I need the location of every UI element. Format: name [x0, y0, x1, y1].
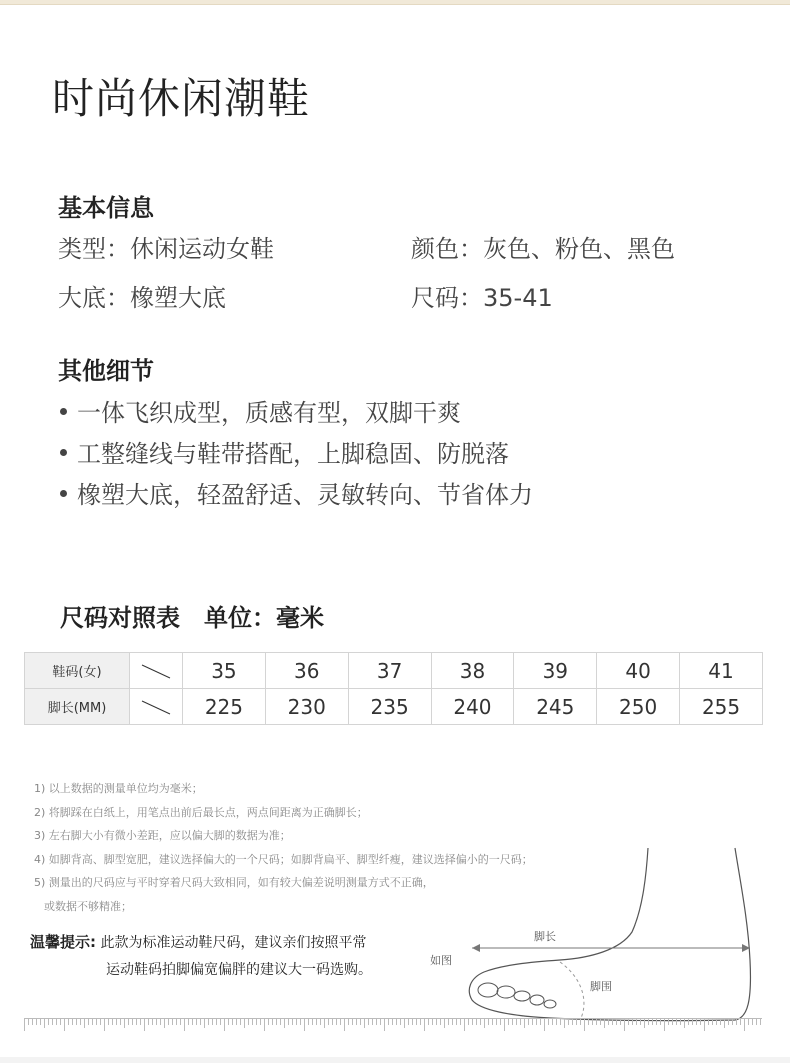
note-line: 4) 如脚背高、脚型宽肥，建议选择偏大的一个尺码；如脚背扁平、脚型纤瘦，建议选择偏小的一尺码；	[34, 852, 533, 866]
detail-text: 橡塑大底，轻盈舒适、灵敏转向、节省体力	[77, 481, 533, 509]
note-line: 5) 测量出的尺码应与平时穿着尺码大致相同，如有较大偏差说明测量方式不正确，	[34, 876, 434, 889]
bullet-dot	[60, 490, 67, 497]
note-line: 2) 将脚踩在白纸上，用笔点出前后最长点，两点间距离为正确脚长；	[34, 805, 368, 819]
toe-shape	[478, 983, 498, 997]
size-cell: 40	[597, 653, 680, 689]
size-cell: 39	[514, 653, 597, 689]
foot-diagram	[410, 840, 770, 1025]
row-label-size: 鞋码(女)	[25, 653, 130, 689]
info-size: 尺码：35-41	[411, 284, 553, 312]
info-color: 颜色：灰色、粉色、黑色	[411, 235, 675, 263]
detail-text: 工整缝线与鞋带搭配，上脚稳固、防脱落	[77, 440, 509, 468]
foot-outline	[469, 848, 750, 1021]
slash-cell	[130, 689, 183, 725]
foot-girth-label: 脚围	[590, 980, 612, 993]
info-sole: 大底：橡塑大底	[58, 284, 226, 312]
toe-shape	[514, 991, 530, 1001]
length-cell: 255	[680, 689, 763, 725]
toe-shape	[497, 986, 515, 998]
detail-item	[60, 475, 533, 510]
detail-text: 一体飞织成型，质感有型，双脚干爽	[77, 399, 461, 427]
toe-shape	[530, 995, 544, 1005]
table-row-lengths	[25, 689, 763, 725]
detail-item	[60, 434, 509, 469]
basic-info-heading: 基本信息	[58, 194, 154, 222]
toe-shape	[544, 1000, 556, 1008]
foot-length-label: 脚长	[534, 930, 556, 943]
size-table	[24, 652, 763, 725]
tip-line2: 运动鞋码拍脚偏宽偏胖的建议大一码选购。	[106, 962, 372, 978]
details-heading: 其他细节	[58, 357, 154, 385]
row-label-length: 脚长(MM)	[25, 689, 130, 725]
top-border	[0, 0, 790, 5]
note-line: 或数据不够精准；	[44, 899, 132, 913]
size-table-heading	[60, 598, 324, 633]
size-cell: 36	[265, 653, 348, 689]
size-table-unit: 单位：毫米	[204, 604, 324, 632]
length-cell: 240	[431, 689, 514, 725]
length-cell: 225	[183, 689, 266, 725]
tip-label: 温馨提示:	[30, 933, 96, 951]
info-type: 类型：休闲运动女鞋	[58, 235, 274, 263]
table-row-sizes	[25, 653, 763, 689]
note-line: 1) 以上数据的测量单位均为毫米；	[34, 782, 203, 795]
size-cell: 38	[431, 653, 514, 689]
length-cell: 235	[348, 689, 431, 725]
size-table-title: 尺码对照表	[60, 604, 180, 632]
bullet-dot	[60, 408, 67, 415]
arrow-head-icon	[472, 944, 480, 952]
size-cell: 41	[680, 653, 763, 689]
note-line: 3) 左右脚大小有微小差距，应以偏大脚的数据为准；	[34, 829, 291, 842]
detail-item	[60, 393, 461, 428]
slash-cell	[130, 653, 183, 689]
page-title: 时尚休闲潮鞋	[52, 74, 311, 123]
bottom-border	[0, 1057, 790, 1063]
girth-curve	[560, 962, 584, 1020]
slash-icon	[136, 661, 176, 681]
size-cell: 37	[348, 653, 431, 689]
bullet-dot	[60, 449, 67, 456]
length-cell: 230	[265, 689, 348, 725]
ruler	[24, 1018, 762, 1032]
tip-line1: 此款为标准运动鞋尺码，建议亲们按照平常	[96, 935, 367, 951]
length-cell: 250	[597, 689, 680, 725]
length-cell: 245	[514, 689, 597, 725]
warm-tip	[30, 929, 372, 984]
slash-icon	[136, 697, 176, 717]
size-cell: 35	[183, 653, 266, 689]
as-shown-label: 如图	[430, 954, 452, 967]
